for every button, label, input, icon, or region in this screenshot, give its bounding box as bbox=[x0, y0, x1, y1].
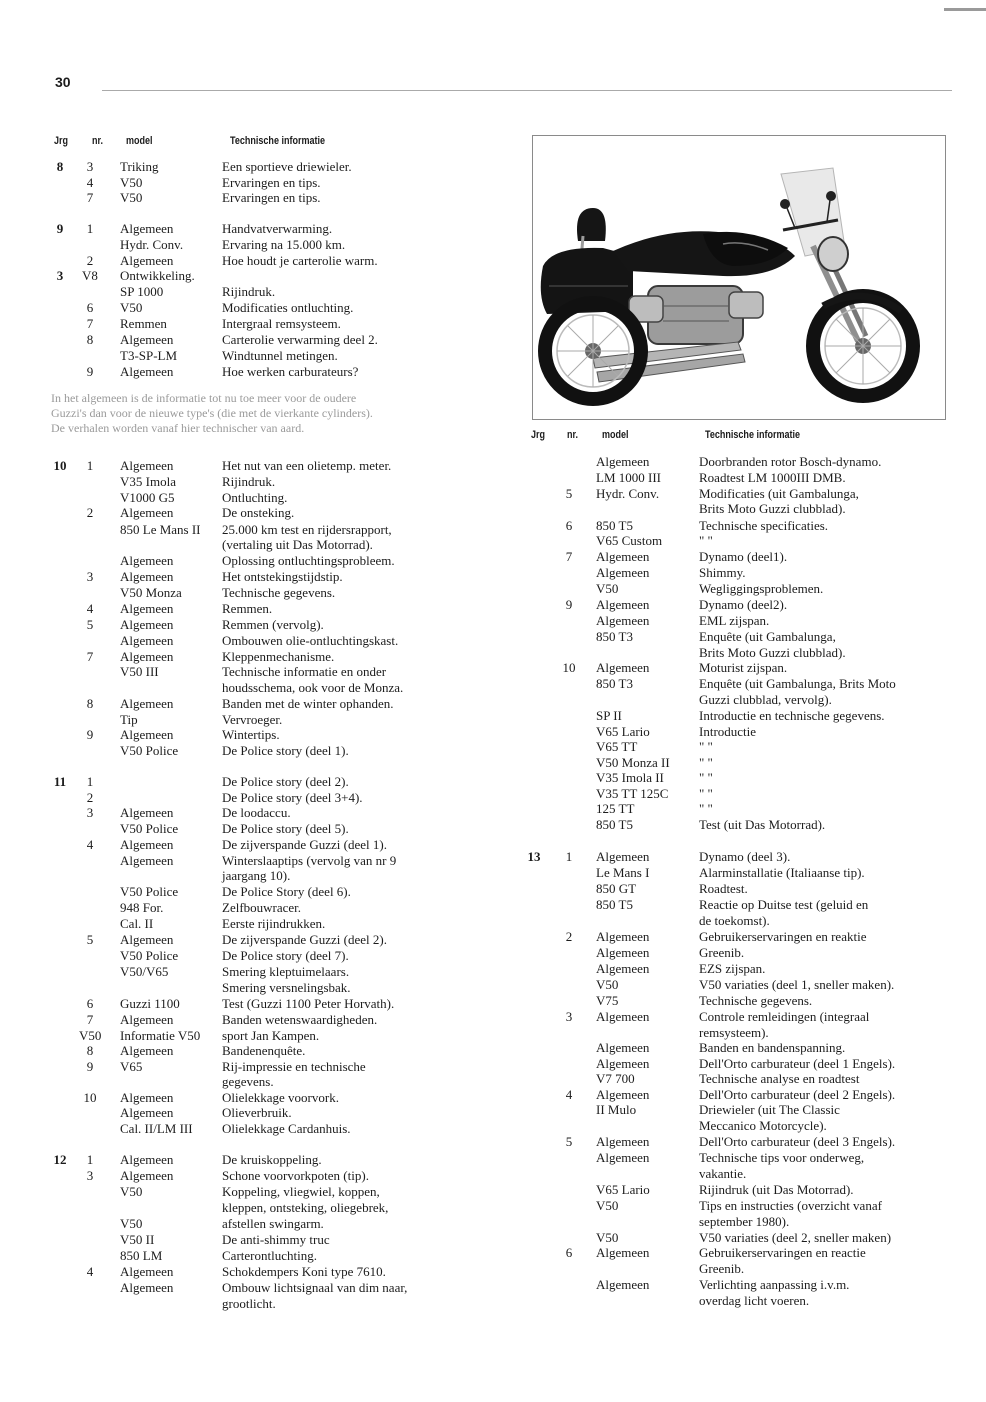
row-info: De Police Story (deel 6). bbox=[222, 884, 351, 899]
row-info: Rijindruk. bbox=[222, 284, 276, 299]
row-model: Algemeen bbox=[120, 505, 174, 520]
row-model: V50/V65 bbox=[120, 964, 169, 979]
row-model: V75 bbox=[596, 993, 619, 1008]
row-model: V50 bbox=[596, 581, 619, 596]
row-number: 2 bbox=[86, 790, 94, 805]
row-year: 12 bbox=[53, 1152, 67, 1167]
row-number: 2 bbox=[565, 929, 573, 944]
row-model: Cal. II/LM III bbox=[120, 1121, 193, 1136]
row-model: Triking bbox=[120, 159, 159, 174]
row-model: 850 T5 bbox=[596, 817, 633, 832]
row-info: 25.000 km test en rijdersrapport, bbox=[222, 522, 392, 537]
row-info: Vervroeger. bbox=[222, 712, 283, 727]
row-model: Algemeen bbox=[596, 849, 650, 864]
row-number: 3 bbox=[86, 569, 94, 584]
row-info: De zijverspande Guzzi (deel 2). bbox=[222, 932, 387, 947]
row-info: kleppen, ontsteking, oliegebrek, bbox=[222, 1200, 389, 1215]
header-model: model bbox=[126, 135, 153, 147]
row-info: Intergraal remsysteem. bbox=[222, 316, 341, 331]
row-model: 850 Le Mans II bbox=[120, 522, 201, 537]
row-info: V50 variaties (deel 1, sneller maken). bbox=[699, 977, 895, 992]
row-number: 9 bbox=[86, 727, 94, 742]
row-info: afstellen swingarm. bbox=[222, 1216, 324, 1231]
row-model: V65 Lario bbox=[596, 1182, 650, 1197]
row-model: Algemeen bbox=[596, 660, 650, 675]
row-info: Kleppenmechanisme. bbox=[222, 649, 335, 664]
row-info: grootlicht. bbox=[222, 1296, 276, 1311]
row-info: Verlichting aanpassing i.v.m. bbox=[699, 1277, 850, 1292]
header-info: Technische informatie bbox=[230, 135, 326, 147]
row-info: Smering versnelingsbak. bbox=[222, 980, 351, 995]
row-model: Algemeen bbox=[120, 601, 174, 616]
row-info: Technische specificaties. bbox=[699, 518, 829, 533]
row-model: V35 Imola bbox=[120, 474, 176, 489]
row-info: Introductie bbox=[699, 724, 757, 739]
row-info: Banden en bandenspanning. bbox=[699, 1040, 846, 1055]
row-model: Algemeen bbox=[120, 1090, 174, 1105]
row-info: Brits Moto Guzzi clubblad). bbox=[699, 645, 846, 660]
row-model: Algemeen bbox=[596, 1009, 650, 1024]
row-year: 9 bbox=[56, 221, 64, 236]
row-model: V1000 G5 bbox=[120, 490, 175, 505]
intro-line: Guzzi's dan voor de nieuwe type's (die met de vierkante cylinders). bbox=[51, 406, 373, 421]
row-model: V50 Monza II bbox=[596, 755, 670, 770]
row-model: Algemeen bbox=[120, 727, 174, 742]
motorcycle-photo bbox=[532, 135, 946, 420]
row-info: Koppeling, vliegwiel, koppen, bbox=[222, 1184, 380, 1199]
row-info: " " bbox=[699, 770, 713, 785]
row-info: Rij-impressie en technische bbox=[222, 1059, 366, 1074]
row-year: 10 bbox=[53, 458, 67, 473]
row-model: V50 bbox=[596, 1230, 619, 1245]
row-number: 4 bbox=[565, 1087, 573, 1102]
row-info: De Police story (deel 2). bbox=[222, 774, 349, 789]
row-model: Algemeen bbox=[120, 1264, 174, 1279]
row-info: De Police story (deel 1). bbox=[222, 743, 349, 758]
row-model: Algemeen bbox=[120, 458, 174, 473]
row-info: (vertaling uit Das Motorrad). bbox=[222, 537, 373, 552]
row-model: Algemeen bbox=[120, 696, 174, 711]
row-model: V65 Custom bbox=[596, 533, 663, 548]
header-jrg: Jrg bbox=[54, 135, 69, 147]
row-info: Carterontluchting. bbox=[222, 1248, 317, 1263]
row-model: Algemeen bbox=[120, 805, 174, 820]
row-number: 1 bbox=[86, 1152, 94, 1167]
row-number: 7 bbox=[86, 1012, 94, 1027]
row-model: Le Mans I bbox=[596, 865, 650, 880]
row-info: Gebruikerservaringen en reaktie bbox=[699, 929, 867, 944]
row-info: Technische analyse en roadtest bbox=[699, 1071, 860, 1086]
row-info: Test (uit Das Motorrad). bbox=[699, 817, 826, 832]
header-rule bbox=[102, 90, 952, 91]
row-info: Dell'Orto carburateur (deel 3 Engels). bbox=[699, 1134, 896, 1149]
row-model: Algemeen bbox=[120, 553, 174, 568]
row-info: Bandenenquête. bbox=[222, 1043, 306, 1058]
row-number: 10 bbox=[83, 1090, 97, 1105]
row-model: V50 II bbox=[120, 1232, 155, 1247]
row-model: Ontwikkeling. bbox=[120, 268, 195, 283]
row-info: Ervaring na 15.000 km. bbox=[222, 237, 346, 252]
row-model: V7 700 bbox=[596, 1071, 635, 1086]
row-info: " " bbox=[699, 801, 713, 816]
row-model: V65 bbox=[120, 1059, 143, 1074]
row-model: Algemeen bbox=[120, 853, 174, 868]
row-info: Dynamo (deel2). bbox=[699, 597, 788, 612]
header-nr-right: nr. bbox=[567, 429, 579, 441]
row-model: Algemeen bbox=[120, 932, 174, 947]
row-model: Algemeen bbox=[596, 549, 650, 564]
row-info: De loodaccu. bbox=[222, 805, 291, 820]
row-number: 6 bbox=[86, 996, 94, 1011]
row-model: Algemeen bbox=[596, 1087, 650, 1102]
row-number: 6 bbox=[565, 1245, 573, 1260]
row-info: de toekomst). bbox=[699, 913, 770, 928]
row-model: V50 bbox=[596, 1198, 619, 1213]
row-model: Algemeen bbox=[596, 1134, 650, 1149]
row-info: V50 variaties (deel 2, sneller maken) bbox=[699, 1230, 892, 1245]
row-info: Greenib. bbox=[699, 1261, 745, 1276]
row-info: Dell'Orto carburateur (deel 2 Engels). bbox=[699, 1087, 896, 1102]
row-year: 8 bbox=[56, 159, 64, 174]
row-number: 1 bbox=[86, 774, 94, 789]
row-info: Een sportieve driewieler. bbox=[222, 159, 352, 174]
row-info: EML zijspan. bbox=[699, 613, 770, 628]
row-number: 8 bbox=[86, 1043, 94, 1058]
row-info: " " bbox=[699, 739, 713, 754]
row-model: Algemeen bbox=[120, 649, 174, 664]
row-model: V50 Police bbox=[120, 743, 179, 758]
row-info: Schokdempers Koni type 7610. bbox=[222, 1264, 386, 1279]
row-info: Gebruikerservaringen en reactie bbox=[699, 1245, 866, 1260]
row-number: 2 bbox=[86, 253, 94, 268]
row-model: V35 Imola II bbox=[596, 770, 664, 785]
row-info: De Police story (deel 3+4). bbox=[222, 790, 363, 805]
intro-line: In het algemeen is de informatie tot nu toe meer voor de oudere bbox=[51, 391, 357, 405]
row-model: SP 1000 bbox=[120, 284, 164, 299]
row-info: Ombouwen olie-ontluchtingskast. bbox=[222, 633, 399, 648]
row-model: 850 T5 bbox=[596, 897, 633, 912]
row-info: Wegliggingsproblemen. bbox=[699, 581, 824, 596]
row-info: Driewieler (uit The Classic bbox=[699, 1102, 840, 1117]
row-model: Hydr. Conv. bbox=[596, 486, 660, 501]
row-info: Ervaringen en tips. bbox=[222, 175, 321, 190]
row-model: Algemeen bbox=[120, 569, 174, 584]
row-model: Algemeen bbox=[120, 253, 174, 268]
row-info: " " bbox=[699, 533, 713, 548]
row-info: " " bbox=[699, 786, 713, 801]
row-info: " " bbox=[699, 755, 713, 770]
row-number: 8 bbox=[86, 332, 94, 347]
row-model: Algemeen bbox=[120, 1152, 174, 1167]
row-info: De kruiskoppeling. bbox=[222, 1152, 322, 1167]
row-number: 9 bbox=[86, 1059, 94, 1074]
row-model: Tip bbox=[120, 712, 138, 727]
row-model: Informatie V50 bbox=[120, 1028, 201, 1043]
row-info: Technische tips voor onderweg, bbox=[699, 1150, 865, 1165]
row-info: Smering kleptuimelaars. bbox=[222, 964, 350, 979]
row-info: De onsteking. bbox=[222, 505, 295, 520]
row-number: 7 bbox=[565, 549, 573, 564]
row-info: Olielekkage voorvork. bbox=[222, 1090, 339, 1105]
row-model: Hydr. Conv. bbox=[120, 237, 184, 252]
row-year: 3 bbox=[56, 268, 64, 283]
row-number: 4 bbox=[86, 175, 94, 190]
row-info: De anti-shimmy truc bbox=[222, 1232, 330, 1247]
row-number: 6 bbox=[86, 300, 94, 315]
row-year: 11 bbox=[53, 774, 67, 789]
row-model: 850 T5 bbox=[596, 518, 633, 533]
row-model: Algemeen bbox=[120, 332, 174, 347]
row-info: Banden met de winter ophanden. bbox=[222, 696, 394, 711]
row-model: Algemeen bbox=[596, 454, 650, 469]
row-model: Algemeen bbox=[596, 1150, 650, 1165]
row-number: 7 bbox=[86, 316, 94, 331]
row-model: 948 For. bbox=[120, 900, 164, 915]
row-info: Enquête (uit Gambalunga, bbox=[699, 629, 836, 644]
row-info: Dynamo (deel 3). bbox=[699, 849, 791, 864]
row-info: Technische gegevens. bbox=[699, 993, 813, 1008]
row-info: Hoe houdt je carterolie warm. bbox=[222, 253, 378, 268]
header-nr: nr. bbox=[92, 135, 104, 147]
row-info: Dynamo (deel1). bbox=[699, 549, 788, 564]
row-model: V50 bbox=[120, 175, 143, 190]
row-info: Het ontstekingstijdstip. bbox=[222, 569, 343, 584]
row-info: Carterolie verwarming deel 2. bbox=[222, 332, 378, 347]
row-model: V65 Lario bbox=[596, 724, 650, 739]
row-info: Introductie en technische gegevens. bbox=[699, 708, 885, 723]
row-model: V50 Police bbox=[120, 821, 179, 836]
row-info: De Police story (deel 5). bbox=[222, 821, 349, 836]
row-info: Ombouw lichtsignaal van dim naar, bbox=[222, 1280, 408, 1295]
row-model: V50 Police bbox=[120, 948, 179, 963]
row-info: Roadtest LM 1000III DMB. bbox=[699, 470, 846, 485]
row-number: 1 bbox=[565, 849, 573, 864]
row-number: 7 bbox=[86, 649, 94, 664]
row-info: Test (Guzzi 1100 Peter Horvath). bbox=[222, 996, 395, 1011]
row-info: Guzzi clubblad, vervolg). bbox=[699, 692, 832, 707]
row-info: Modificaties (uit Gambalunga, bbox=[699, 486, 859, 501]
row-info: Winterslaaptips (vervolg van nr 9 bbox=[222, 853, 397, 868]
row-info: Roadtest. bbox=[699, 881, 748, 896]
row-model: 850 GT bbox=[596, 881, 637, 896]
row-model: Algemeen bbox=[596, 1277, 650, 1292]
row-info: Controle remleidingen (integraal bbox=[699, 1009, 870, 1024]
row-model: Algemeen bbox=[120, 1280, 174, 1295]
row-model: Algemeen bbox=[596, 929, 650, 944]
row-model: Algemeen bbox=[120, 617, 174, 632]
row-info: Ervaringen en tips. bbox=[222, 190, 321, 205]
row-number: 3 bbox=[86, 1168, 94, 1183]
row-info: Olieverbruik. bbox=[222, 1105, 292, 1120]
row-info: Enquête (uit Gambalunga, Brits Moto bbox=[699, 676, 896, 691]
page-number: 30 bbox=[55, 74, 71, 90]
row-info: Oplossing ontluchtingsprobleem. bbox=[222, 553, 395, 568]
row-info: Rijindruk. bbox=[222, 474, 276, 489]
row-number: V8 bbox=[82, 268, 98, 283]
row-info: gegevens. bbox=[222, 1074, 274, 1089]
top-edge-line bbox=[944, 8, 986, 11]
row-info: Olielekkage Cardanhuis. bbox=[222, 1121, 351, 1136]
row-model: 850 LM bbox=[120, 1248, 163, 1263]
row-number: 4 bbox=[86, 837, 94, 852]
row-model: Algemeen bbox=[120, 1105, 174, 1120]
header-model-right: model bbox=[602, 429, 629, 441]
row-model: T3-SP-LM bbox=[120, 348, 178, 363]
row-info: Brits Moto Guzzi clubblad). bbox=[699, 501, 846, 516]
row-number: 1 bbox=[86, 458, 94, 473]
row-info: vakantie. bbox=[699, 1166, 747, 1181]
row-number: 3 bbox=[565, 1009, 573, 1024]
row-model: V50 bbox=[120, 1216, 143, 1231]
row-number: 5 bbox=[565, 486, 573, 501]
row-info: sport Jan Kampen. bbox=[222, 1028, 320, 1043]
row-info: Dell'Orto carburateur (deel 1 Engels). bbox=[699, 1056, 896, 1071]
row-info: Remmen. bbox=[222, 601, 273, 616]
row-model: V50 Police bbox=[120, 884, 179, 899]
row-model: II Mulo bbox=[596, 1102, 637, 1117]
row-model: Algemeen bbox=[120, 1043, 174, 1058]
row-model: V50 bbox=[596, 977, 619, 992]
row-info: Wintertips. bbox=[222, 727, 280, 742]
row-model: Algemeen bbox=[120, 1168, 174, 1183]
row-model: V50 bbox=[120, 190, 143, 205]
row-number: 7 bbox=[86, 190, 94, 205]
row-number: 5 bbox=[86, 617, 94, 632]
row-number: 9 bbox=[565, 597, 573, 612]
row-model: Algemeen bbox=[596, 1040, 650, 1055]
row-info: Tips en instructies (overzicht vanaf bbox=[699, 1198, 882, 1213]
row-model: Algemeen bbox=[596, 565, 650, 580]
row-info: Het nut van een olietemp. meter. bbox=[222, 458, 392, 473]
row-info: houdsschema, ook voor de Monza. bbox=[222, 680, 404, 695]
row-info: EZS zijspan. bbox=[699, 961, 766, 976]
header-info-right: Technische informatie bbox=[705, 429, 801, 441]
row-number: 5 bbox=[86, 932, 94, 947]
row-info: Greenib. bbox=[699, 945, 745, 960]
row-model: V50 bbox=[120, 300, 143, 315]
row-info: Windtunnel metingen. bbox=[222, 348, 338, 363]
row-model: Algemeen bbox=[120, 633, 174, 648]
row-model: V50 III bbox=[120, 664, 159, 679]
row-model: 850 T3 bbox=[596, 676, 633, 691]
row-model: Algemeen bbox=[120, 221, 174, 236]
intro-paragraph bbox=[51, 391, 471, 437]
row-model: Algemeen bbox=[596, 961, 650, 976]
header-jrg-right: Jrg bbox=[531, 429, 546, 441]
row-info: De Police story (deel 7). bbox=[222, 948, 349, 963]
row-info: overdag licht voeren. bbox=[699, 1293, 810, 1308]
row-number: 3 bbox=[86, 159, 94, 174]
row-model: Algemeen bbox=[596, 1245, 650, 1260]
row-model: Algemeen bbox=[596, 1056, 650, 1071]
row-info: Meccanico Motorcycle). bbox=[699, 1118, 827, 1133]
row-info: Modificaties ontluchting. bbox=[222, 300, 354, 315]
row-number: 6 bbox=[565, 518, 573, 533]
row-model: Algemeen bbox=[120, 364, 174, 379]
row-info: Alarminstallatie (Italiaanse tip). bbox=[699, 865, 865, 880]
row-model: Algemeen bbox=[596, 597, 650, 612]
row-number: 3 bbox=[86, 805, 94, 820]
row-info: Zelfbouwracer. bbox=[222, 900, 302, 915]
row-model: Remmen bbox=[120, 316, 167, 331]
intro-line: De verhalen worden vanaf hier technischer van aard. bbox=[51, 421, 305, 436]
row-info: Technische gegevens. bbox=[222, 585, 336, 600]
row-number: V50 bbox=[79, 1028, 102, 1043]
row-number: 4 bbox=[86, 601, 94, 616]
row-info: Shimmy. bbox=[699, 565, 746, 580]
row-info: Rijindruk (uit Das Motorrad). bbox=[699, 1182, 854, 1197]
row-info: jaargang 10). bbox=[222, 868, 291, 883]
row-model: LM 1000 III bbox=[596, 470, 661, 485]
row-info: Hoe werken carburateurs? bbox=[222, 364, 359, 379]
row-model: Algemeen bbox=[596, 945, 650, 960]
row-info: Banden wetenswaardigheden. bbox=[222, 1012, 378, 1027]
row-model: 850 T3 bbox=[596, 629, 633, 644]
row-model: V50 bbox=[120, 1184, 143, 1199]
row-model: 125 TT bbox=[596, 801, 635, 816]
row-info: Schone voorvorkpoten (tip). bbox=[222, 1168, 369, 1183]
row-number: 2 bbox=[86, 505, 94, 520]
row-info: Ontluchting. bbox=[222, 490, 288, 505]
row-number: 10 bbox=[562, 660, 576, 675]
row-number: 1 bbox=[86, 221, 94, 236]
row-number: 9 bbox=[86, 364, 94, 379]
row-model: Cal. II bbox=[120, 916, 154, 931]
row-model: Algemeen bbox=[120, 1012, 174, 1027]
row-number: 4 bbox=[86, 1264, 94, 1279]
row-info: remsysteem). bbox=[699, 1025, 769, 1040]
row-model: V35 TT 125C bbox=[596, 786, 669, 801]
row-info: Handvatverwarming. bbox=[222, 221, 333, 236]
row-year: 13 bbox=[527, 849, 541, 864]
row-info: De zijverspande Guzzi (deel 1). bbox=[222, 837, 387, 852]
row-model: V50 Monza bbox=[120, 585, 182, 600]
row-info: Moturist zijspan. bbox=[699, 660, 788, 675]
row-number: 5 bbox=[565, 1134, 573, 1149]
row-info: Eerste rijindrukken. bbox=[222, 916, 326, 931]
row-number: 8 bbox=[86, 696, 94, 711]
row-model: V65 TT bbox=[596, 739, 638, 754]
row-info: Doorbranden rotor Bosch-dynamo. bbox=[699, 454, 882, 469]
row-model: Algemeen bbox=[120, 837, 174, 852]
row-info: september 1980). bbox=[699, 1214, 790, 1229]
row-model: SP II bbox=[596, 708, 622, 723]
row-info: Technische informatie en onder bbox=[222, 664, 387, 679]
row-info: Reactie op Duitse test (geluid en bbox=[699, 897, 869, 912]
row-model: Algemeen bbox=[596, 613, 650, 628]
row-info: Remmen (vervolg). bbox=[222, 617, 324, 632]
row-model: Guzzi 1100 bbox=[120, 996, 180, 1011]
